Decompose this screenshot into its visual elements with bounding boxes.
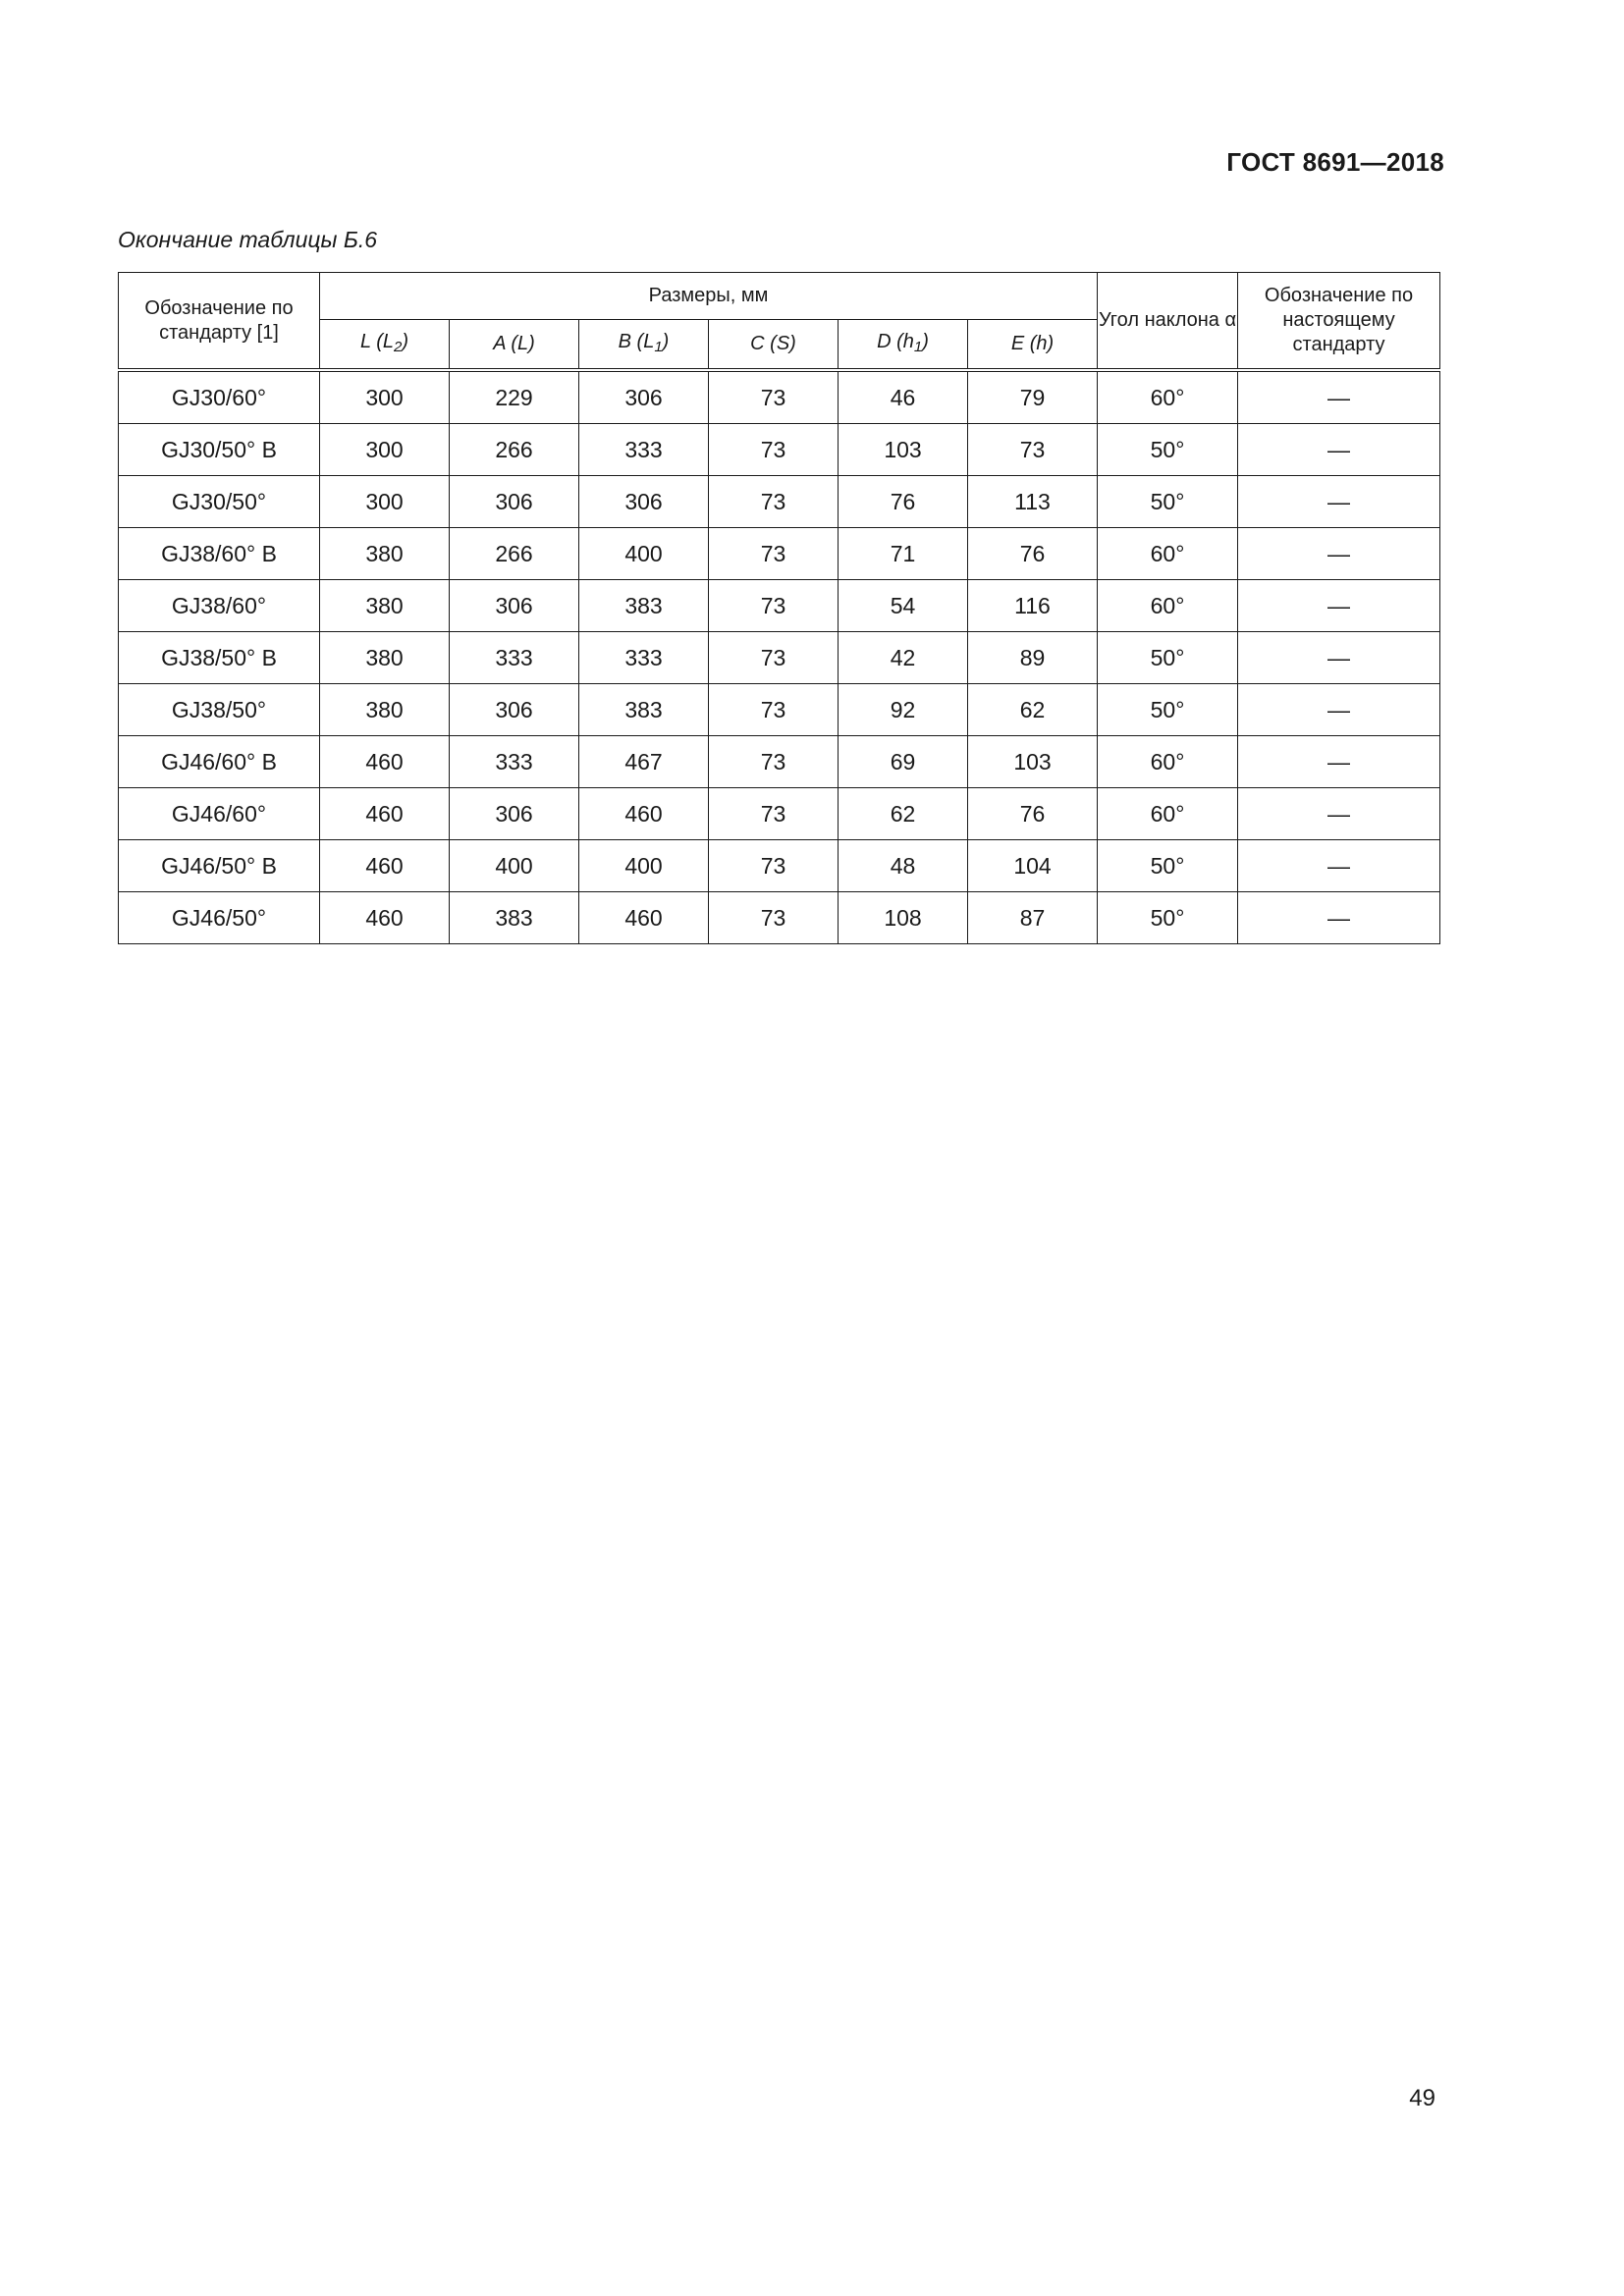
- table-cell: 76: [968, 788, 1098, 840]
- table-row: [119, 684, 1440, 736]
- table-cell: 50°: [1098, 476, 1238, 528]
- table-cell: 50°: [1098, 632, 1238, 684]
- table-cell: 306: [579, 476, 709, 528]
- table-header: [119, 273, 1440, 371]
- table-cell: 60°: [1098, 736, 1238, 788]
- table-cell: 306: [450, 684, 579, 736]
- header-dim-b: [579, 320, 709, 371]
- table-cell: 380: [320, 632, 450, 684]
- table-cell: 89: [968, 632, 1098, 684]
- table-cell: GJ46/60° B: [119, 736, 320, 788]
- table-cell: 333: [450, 632, 579, 684]
- table-cell: —: [1238, 424, 1440, 476]
- table-cell: 76: [839, 476, 968, 528]
- table-row: [119, 424, 1440, 476]
- table-cell: 73: [709, 424, 839, 476]
- table-cell: 73: [709, 840, 839, 892]
- table-cell: GJ30/50° B: [119, 424, 320, 476]
- table-cell: 383: [579, 684, 709, 736]
- header-dim-l: [320, 320, 450, 371]
- table-cell: 73: [709, 370, 839, 424]
- table-row: [119, 632, 1440, 684]
- table-cell: 460: [579, 788, 709, 840]
- table-cell: 300: [320, 370, 450, 424]
- table-cell: 103: [839, 424, 968, 476]
- table-cell: 380: [320, 528, 450, 580]
- table-cell: 333: [579, 424, 709, 476]
- table-cell: 60°: [1098, 788, 1238, 840]
- table-cell: 73: [709, 580, 839, 632]
- table-cell: 306: [450, 476, 579, 528]
- table-cell: 60°: [1098, 370, 1238, 424]
- table-cell: 400: [450, 840, 579, 892]
- table-cell: 73: [709, 632, 839, 684]
- page-number: 49: [1409, 2085, 1435, 2111]
- table-cell: 92: [839, 684, 968, 736]
- table-cell: 460: [320, 840, 450, 892]
- table-cell: 73: [968, 424, 1098, 476]
- table-cell: —: [1238, 370, 1440, 424]
- table-cell: 73: [709, 788, 839, 840]
- table-cell: 48: [839, 840, 968, 892]
- table-cell: 60°: [1098, 528, 1238, 580]
- table-row: [119, 736, 1440, 788]
- table-cell: 400: [579, 840, 709, 892]
- table-cell: 42: [839, 632, 968, 684]
- dimensions-table: [118, 272, 1440, 944]
- table-cell: 69: [839, 736, 968, 788]
- table-cell: —: [1238, 632, 1440, 684]
- table-cell: 380: [320, 684, 450, 736]
- header-dim-c: [709, 320, 839, 371]
- table-cell: GJ30/60°: [119, 370, 320, 424]
- table-cell: 79: [968, 370, 1098, 424]
- dim-symbol: B $(L_1)$: [618, 330, 670, 355]
- table-cell: 62: [839, 788, 968, 840]
- table-cell: 54: [839, 580, 968, 632]
- table-cell: —: [1238, 840, 1440, 892]
- table-cell: 460: [320, 788, 450, 840]
- table-cell: 108: [839, 892, 968, 944]
- table-cell: 73: [709, 892, 839, 944]
- header-angle: Угол наклона α: [1098, 273, 1238, 371]
- table-cell: 50°: [1098, 840, 1238, 892]
- table-cell: —: [1238, 788, 1440, 840]
- table-cell: GJ46/50°: [119, 892, 320, 944]
- table-cell: —: [1238, 528, 1440, 580]
- table-cell: 76: [968, 528, 1098, 580]
- dim-symbol: C (S): [750, 333, 796, 354]
- table-cell: 333: [450, 736, 579, 788]
- header-dim-e: [968, 320, 1098, 371]
- table-cell: 73: [709, 528, 839, 580]
- table-cell: 116: [968, 580, 1098, 632]
- table-cell: 306: [450, 788, 579, 840]
- table-cell: —: [1238, 892, 1440, 944]
- table-cell: 71: [839, 528, 968, 580]
- table-cell: GJ46/50° B: [119, 840, 320, 892]
- table-cell: GJ38/60° B: [119, 528, 320, 580]
- document-standard-header: ГОСТ 8691—2018: [1226, 147, 1444, 177]
- table-cell: 73: [709, 476, 839, 528]
- table-cell: 383: [579, 580, 709, 632]
- dim-symbol: D $(h_1)$: [877, 330, 929, 355]
- table-cell: —: [1238, 476, 1440, 528]
- table-cell: 266: [450, 528, 579, 580]
- table-row: [119, 580, 1440, 632]
- dim-symbol: E (h): [1010, 333, 1055, 354]
- table-cell: 73: [709, 684, 839, 736]
- table-cell: 50°: [1098, 684, 1238, 736]
- table-cell: 50°: [1098, 424, 1238, 476]
- table-row: [119, 788, 1440, 840]
- table-cell: —: [1238, 736, 1440, 788]
- table-row: [119, 370, 1440, 424]
- table-cell: 103: [968, 736, 1098, 788]
- table-cell: 306: [579, 370, 709, 424]
- table-cell: 300: [320, 476, 450, 528]
- table-row: [119, 840, 1440, 892]
- table-cell: 300: [320, 424, 450, 476]
- table-cell: GJ38/50° B: [119, 632, 320, 684]
- header-designation-this: Обозначение по настоящему стандарту: [1238, 273, 1440, 371]
- table-cell: —: [1238, 580, 1440, 632]
- table-row: [119, 892, 1440, 944]
- table-cell: 467: [579, 736, 709, 788]
- table-cell: GJ46/60°: [119, 788, 320, 840]
- table-row: [119, 476, 1440, 528]
- header-designation-std1: Обозначение по стандарту [1]: [119, 273, 320, 371]
- table-cell: 460: [320, 736, 450, 788]
- table-cell: 460: [579, 892, 709, 944]
- table-body: [119, 370, 1440, 944]
- table-cell: 104: [968, 840, 1098, 892]
- table-cell: 266: [450, 424, 579, 476]
- table-cell: 62: [968, 684, 1098, 736]
- table-cell: 380: [320, 580, 450, 632]
- header-dim-d: [839, 320, 968, 371]
- table-cell: 400: [579, 528, 709, 580]
- table-cell: 229: [450, 370, 579, 424]
- table-caption: Окончание таблицы Б.6: [118, 227, 378, 252]
- table-cell: 383: [450, 892, 579, 944]
- dim-symbol: L $(L_2)$: [359, 330, 409, 355]
- table-cell: 60°: [1098, 580, 1238, 632]
- table-cell: —: [1238, 684, 1440, 736]
- table-cell: GJ30/50°: [119, 476, 320, 528]
- table-cell: GJ38/60°: [119, 580, 320, 632]
- header-dim-a: [450, 320, 579, 371]
- table-cell: 306: [450, 580, 579, 632]
- table-cell: 113: [968, 476, 1098, 528]
- header-dimensions-group: Размеры, мм: [320, 273, 1098, 320]
- table-cell: 50°: [1098, 892, 1238, 944]
- table-cell: 333: [579, 632, 709, 684]
- table-row: [119, 528, 1440, 580]
- table-cell: 73: [709, 736, 839, 788]
- table-cell: 87: [968, 892, 1098, 944]
- table-cell: GJ38/50°: [119, 684, 320, 736]
- table-cell: 46: [839, 370, 968, 424]
- dim-symbol: A (L): [493, 333, 535, 354]
- table-cell: 460: [320, 892, 450, 944]
